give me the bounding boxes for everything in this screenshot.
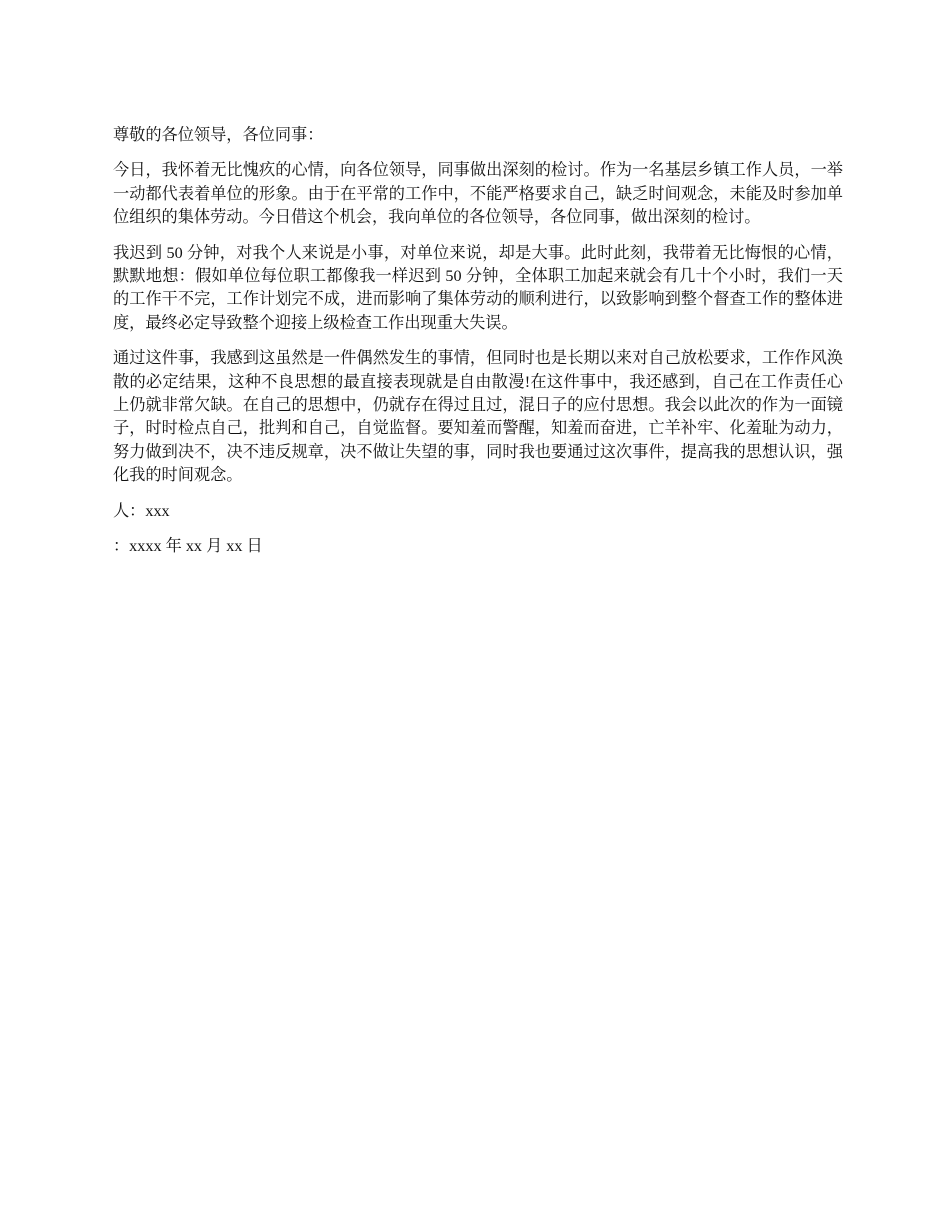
paragraph-3: 通过这件事，我感到这虽然是一件偶然发生的事情，但同时也是长期以来对自己放松要求，工作作风涣散的必定结果，这种不良思想的最直接表现就是自由散漫!在这件事中，我还感到，自己在工作责任心上仍就非常欠缺。在自己的思想中，仍就存在得过且过，混日子的应付思想。我会以此次的作为一面镜子，时时检点自己，批判和自己，自觉监督。要知羞而警醒，知羞而奋进，亡羊补牢、化羞耻为动力，努力做到决不，决不违反规章，决不做让失望的事，同时我也要通过这次事件，提高我的思想认识，强化我的时间观念。	[113, 349, 843, 485]
paragraph-1: 今日，我怀着无比愧疚的心情，向各位领导，同事做出深刻的检讨。作为一名基层乡镇工作人员，一举一动都代表着单位的形象。由于在平常的工作中，不能严格要求自己，缺乏时间观念，未能及时参加单位组织的集体劳动。今日借这个机会，我向单位的各位领导，各位同事，做出深刻的检讨。	[113, 161, 843, 227]
paragraph-2: 我迟到 50 分钟，对我个人来说是小事，对单位来说，却是大事。此时此刻，我带着无比悔恨的心情，默默地想：假如单位每位职工都像我一样迟到 50 分钟，全体职工加起来就会有几十个小时，我们一天的工作干不完，工作计划完不成，进而影响了集体劳动的顺利进行，以致影响到整个督查工作的整体进度，最终必定导致整个迎接上级检查工作出现重大失误。	[113, 243, 843, 332]
date-line: ：xxxx 年 xx 月 xx 日	[113, 537, 263, 556]
signature-line: 人：xxx	[113, 501, 170, 520]
greeting: 尊敬的各位领导，各位同事：	[113, 126, 324, 144]
document-page	[113, 124, 843, 571]
